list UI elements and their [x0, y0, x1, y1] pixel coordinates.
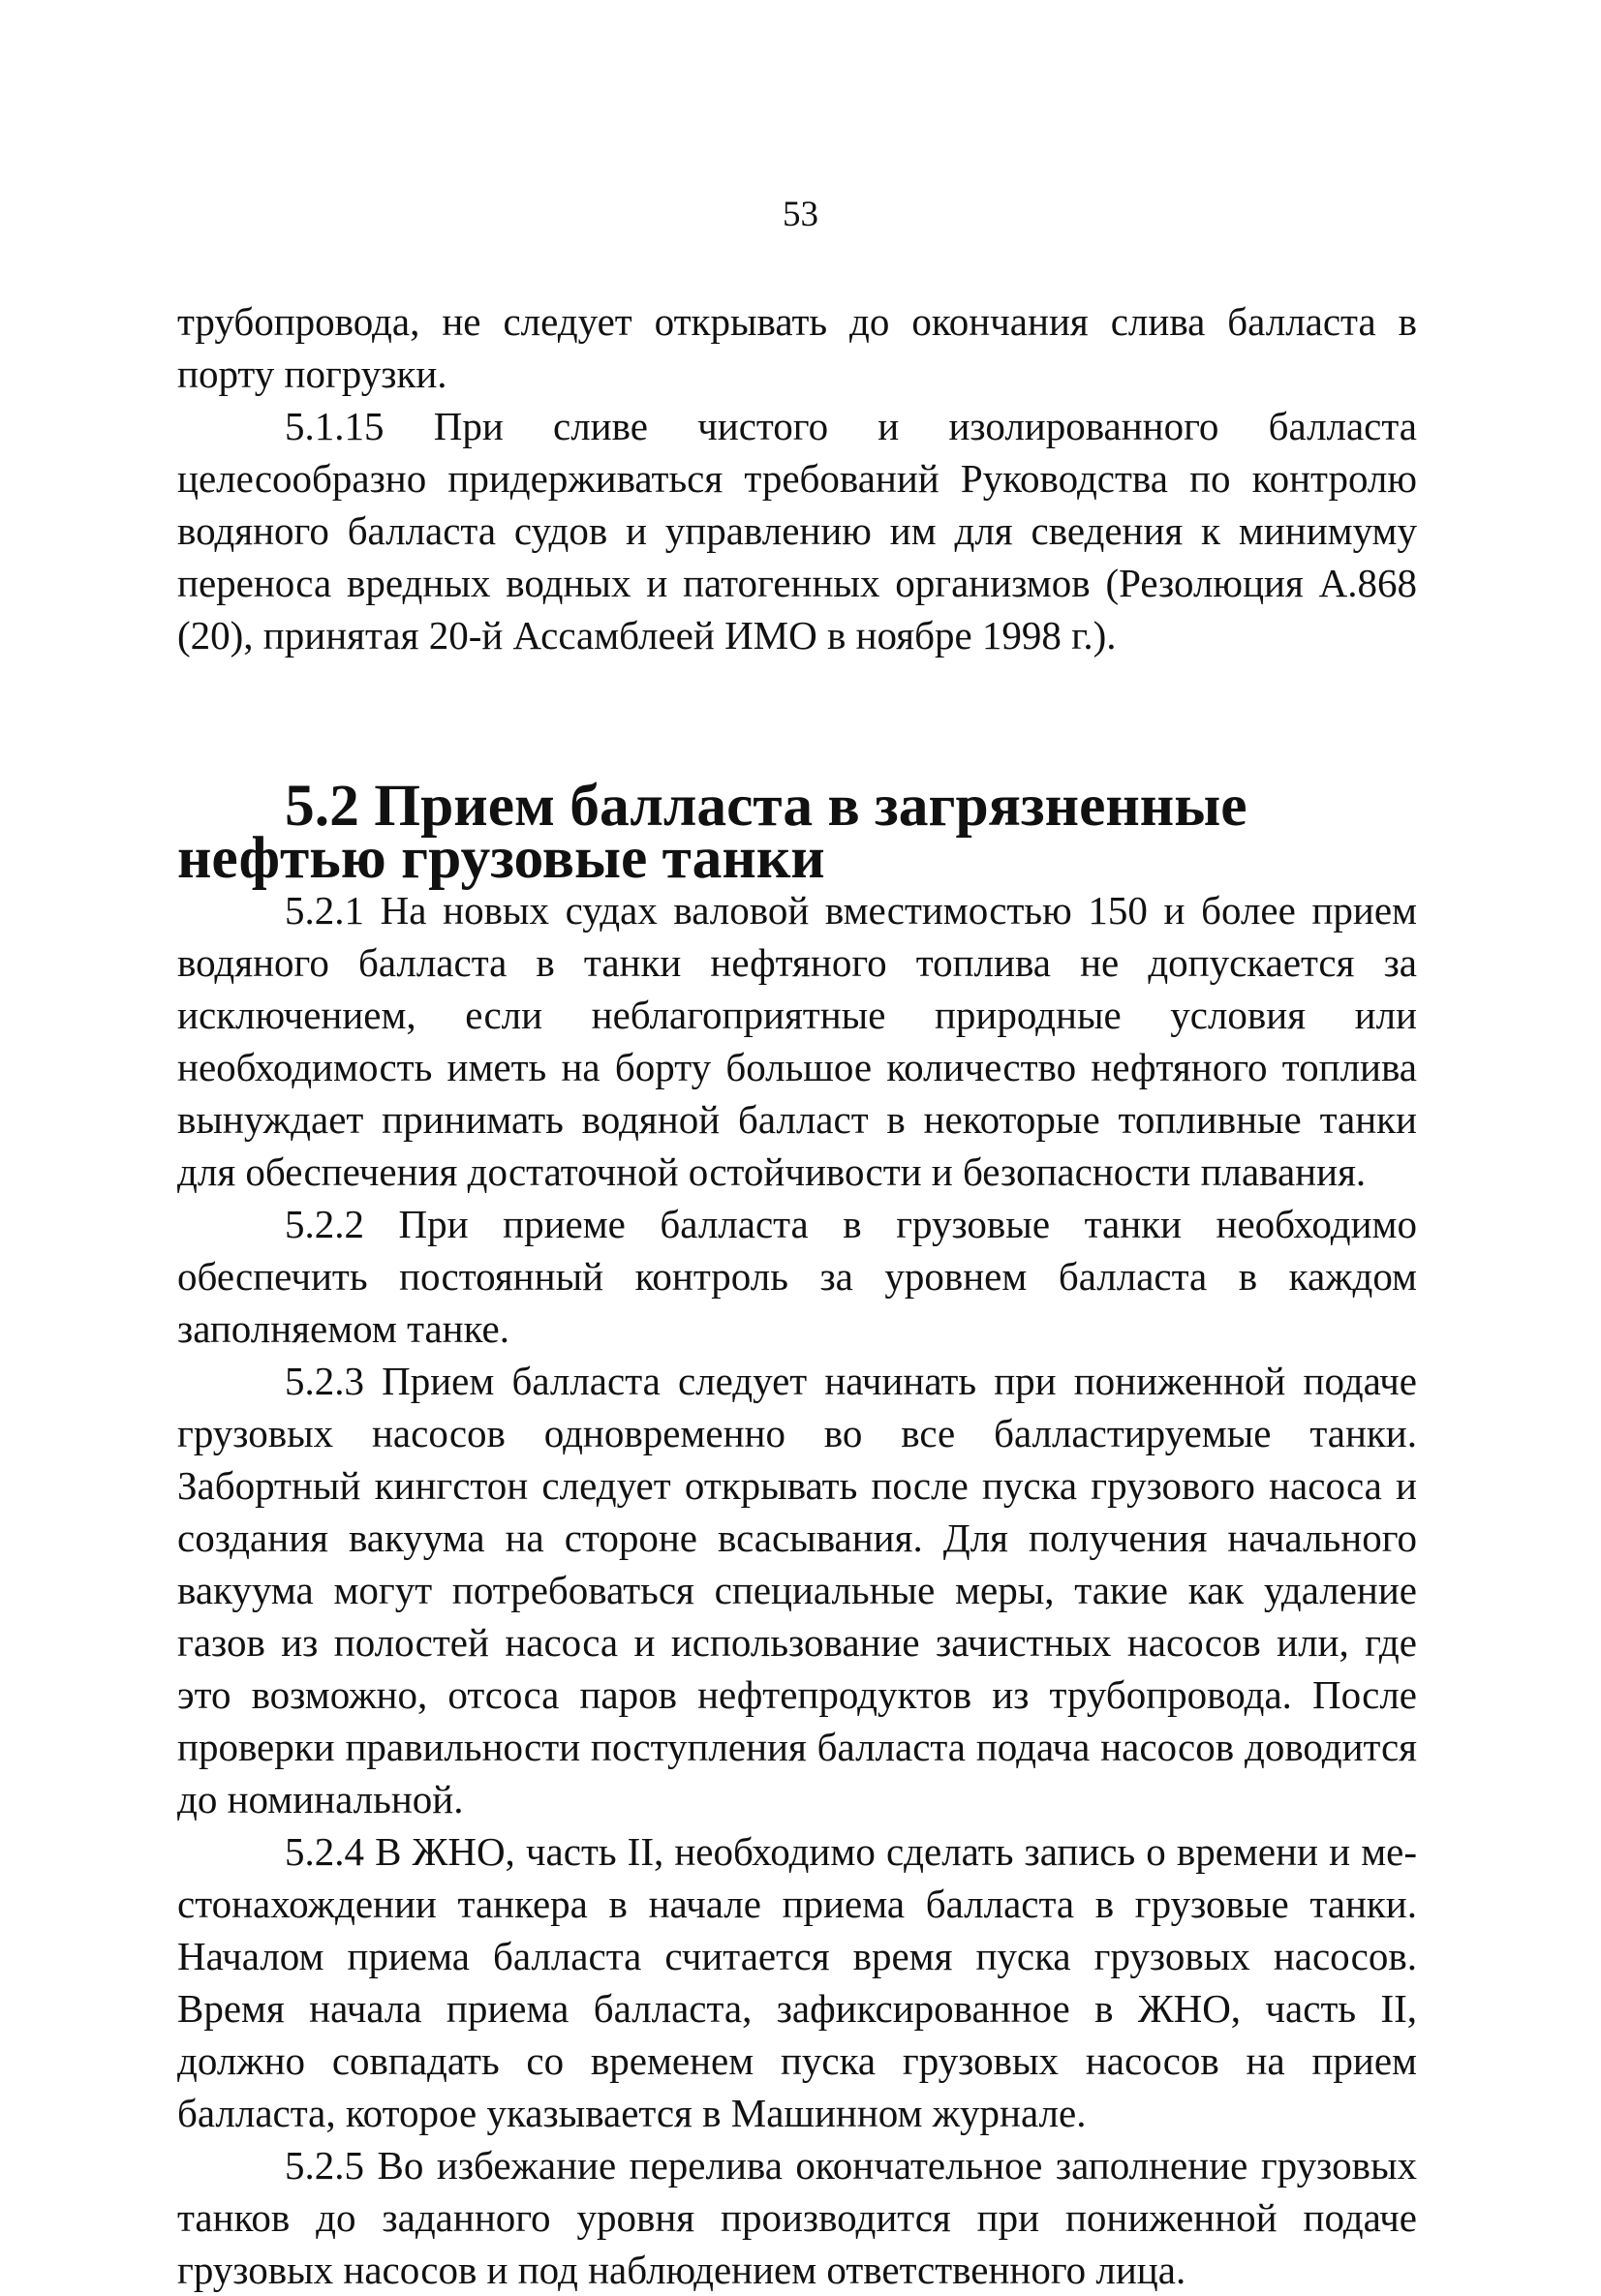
- paragraph-5-2-1: 5.2.1 На новых судах валовой вместимостью 150 и более прием водяного балласта в танки нефтяного топлива не допускается за исключением, если неблагоприятные природные условия или необходимость иметь на борту большое количество нефтяного топлива вынуждает принимать водяной балласт в некоторые топливные танки для обеспечения достаточной остойчивости и безопасности плавания.: [177, 888, 1417, 1194]
- paragraph-5-2-4: 5.2.4 В ЖНО, часть II, необходимо сделать запись о времени и местонахождении танкера в начале приема балласта в грузовые танки. Началом приема балласта считается время пуска грузовых насосов. Время начала приема балласта, зафиксированное в ЖНО, часть II, должно совпадать со временем пуска грузовых насосов на прием балласта, которое указывается в Машинном журнале.: [177, 1829, 1417, 2135]
- paragraph-5-2-3: 5.2.3 Прием балласта следует начинать при пониженной подаче грузовых насосов одновременно во все балластируемые танки. Забортный кингстон следует открывать после пуска грузового насоса и создания вакуума на стороне всасывания. Для получения начального вакуума могут потребоваться специальные меры, такие как удаление газов из полостей насоса и использование зачистных насосов или, где это возможно, отсоса паров нефтепродуктов из трубопровода. После проверки правильности поступления балласта подача насосов доводится до номинальной.: [177, 1359, 1417, 1821]
- paragraph-5-2-2: 5.2.2 При приеме балласта в грузовые танки необходимо обеспечить постоянный контроль за уровнем балласта в каждом заполняемом танке.: [177, 1202, 1417, 1351]
- page-number: 53: [783, 195, 818, 234]
- section-heading: 5.2 Прием балласта в загрязненные нефтью грузовые танки: [177, 773, 1247, 891]
- section-spacer: [177, 661, 1417, 780]
- paragraph-continuation: трубопровода, не следует открывать до окончания слива балласта в порту погрузки.: [177, 299, 1417, 396]
- paragraph-5-1-15: 5.1.15 При сливе чистого и изолированного балласта целесообразно придерживаться требований Руководства по контролю водяного балласта судов и управлению им для сведения к минимуму переноса вредных водных и патогенных организмов (Резолюция А.868 (20), принятая 20-й Ассамблеей ИМО в ноябре 1998 г.).: [177, 404, 1417, 658]
- paragraph-5-2-5: 5.2.5 Во избежание перелива окончательное заполнение грузовых танков до заданного уровня производится при пониженной подаче грузовых насосов и под наблюдением ответственного лица.: [177, 2143, 1417, 2292]
- page-body: [177, 295, 1417, 2296]
